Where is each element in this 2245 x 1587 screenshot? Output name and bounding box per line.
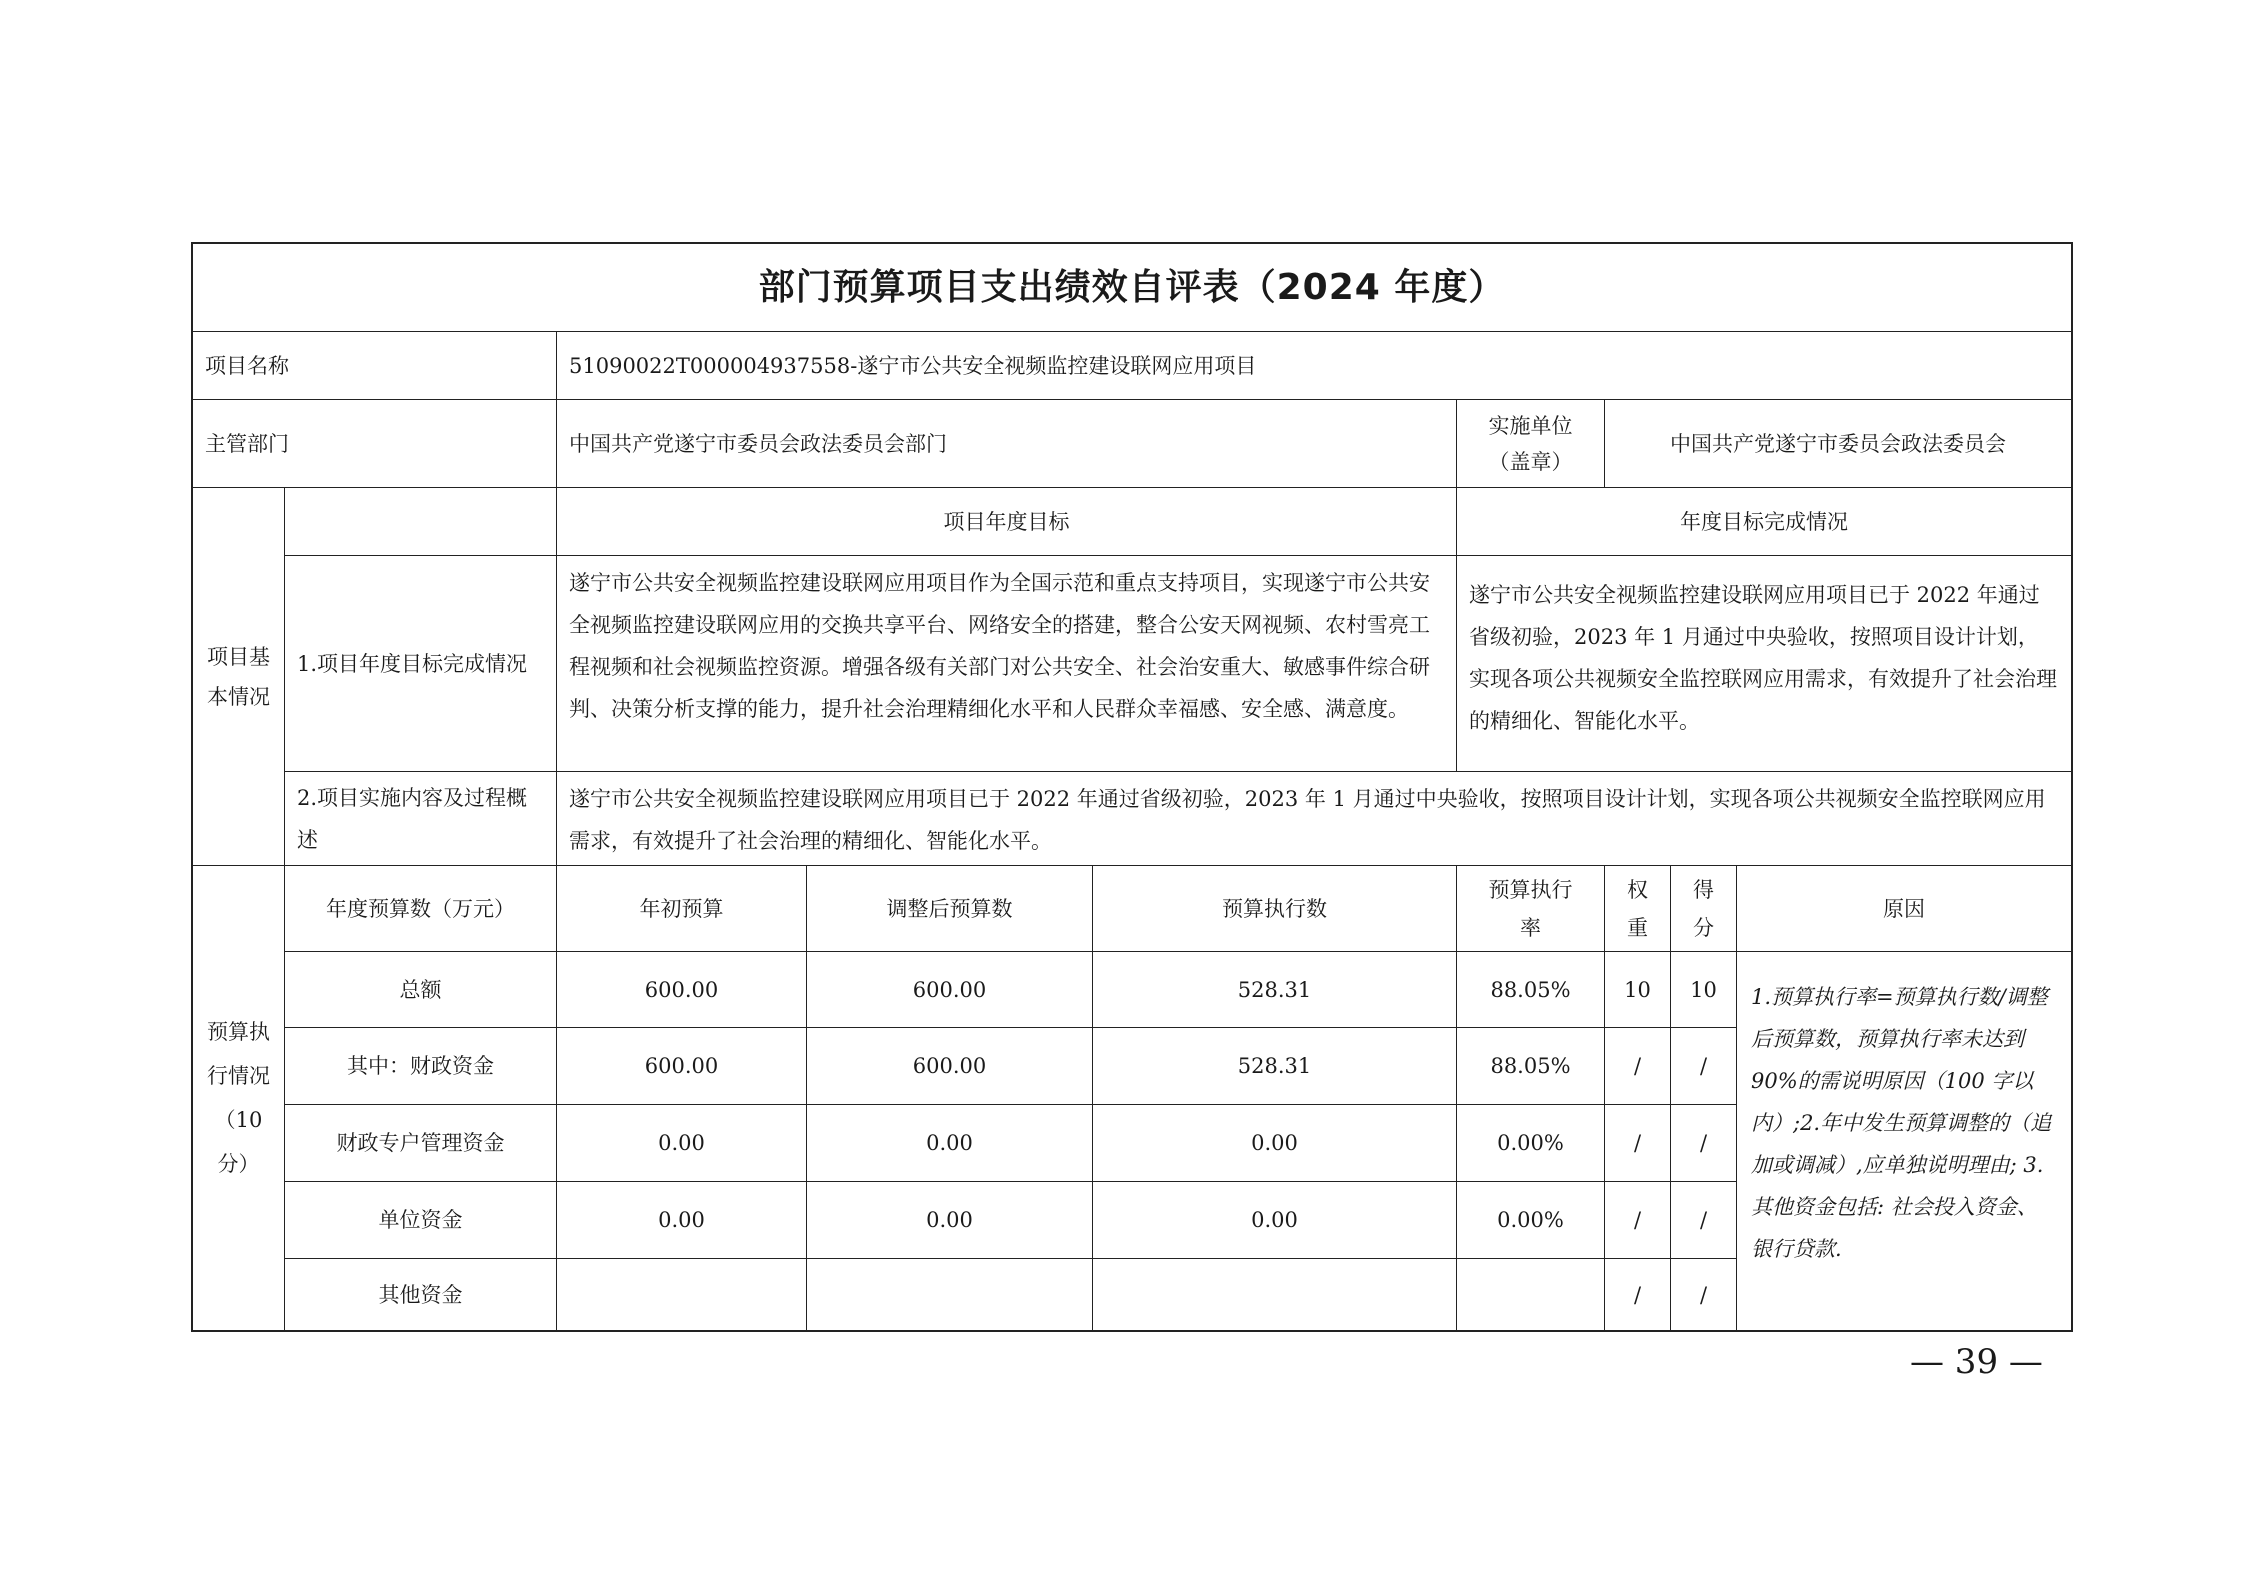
project-name-label: 项目名称 — [193, 332, 557, 400]
done-header: 年度目标完成情况 — [1457, 488, 2071, 556]
budget-row-score: / — [1671, 1182, 1737, 1259]
reason-note: 1.预算执行率=预算执行数/调整后预算数，预算执行率未达到90%的需说明原因（100 字以内）;2.年中发生预算调整的（追加或调减）,应单独说明理由; 3.其他资金包括: 社会投入资金、银行贷款. — [1751, 985, 2052, 1261]
budget-header-initial: 年初预算 — [557, 866, 807, 952]
item1-done-text: 遂宁市公共安全视频监控建设联网应用项目已于 2022 年通过省级初验，2023 年 1 月通过中央验收，按照项目设计计划，实现各项公共视频安全监控联网应用需求，有效提升了社会治理的精细化、智能化水平。 — [1457, 556, 2071, 772]
dept-value: 中国共产党遂宁市委员会政法委员会部门 — [557, 400, 1457, 488]
budget-header-annual: 年度预算数（万元） — [285, 866, 557, 952]
impl-unit-value: 中国共产党遂宁市委员会政法委员会 — [1605, 400, 2071, 488]
goal-header: 项目年度目标 — [557, 488, 1457, 556]
budget-row-weight: 10 — [1605, 952, 1671, 1028]
budget-row-adjusted: 600.00 — [807, 1028, 1093, 1105]
budget-header-adjusted: 调整后预算数 — [807, 866, 1093, 952]
budget-row-score: / — [1671, 1028, 1737, 1105]
budget-row-adjusted — [807, 1259, 1093, 1330]
budget-header-reason: 原因 — [1737, 866, 2071, 952]
table-title: 部门预算项目支出绩效自评表（2024 年度） — [193, 244, 2071, 332]
budget-row-score: / — [1671, 1259, 1737, 1330]
budget-row-label: 总额 — [285, 952, 557, 1028]
budget-row-initial: 0.00 — [557, 1182, 807, 1259]
item1-label: 1.项目年度目标完成情况 — [285, 556, 557, 772]
budget-row-weight: / — [1605, 1028, 1671, 1105]
impl-unit-label: 实施单位 （盖章） — [1457, 400, 1605, 488]
budget-row-weight: / — [1605, 1182, 1671, 1259]
item2-label: 2.项目实施内容及过程概述 — [285, 772, 557, 866]
budget-row-adjusted: 0.00 — [807, 1182, 1093, 1259]
budget-row-executed: 0.00 — [1093, 1182, 1457, 1259]
budget-row-adjusted: 600.00 — [807, 952, 1093, 1028]
page-number: — 39 — — [1910, 1342, 2043, 1382]
budget-row-executed: 528.31 — [1093, 1028, 1457, 1105]
budget-row-rate: 88.05% — [1457, 1028, 1605, 1105]
budget-row-initial — [557, 1259, 807, 1330]
budget-row-adjusted: 0.00 — [807, 1105, 1093, 1182]
basic-group-label: 项目基本情况 — [193, 488, 285, 866]
budget-group-label: 预算执行情况（10分） — [193, 866, 285, 1330]
project-name-value: 51090022T000004937558-遂宁市公共安全视频监控建设联网应用项目 — [557, 332, 2071, 400]
item2-text: 遂宁市公共安全视频监控建设联网应用项目已于 2022 年通过省级初验，2023 年 1 月通过中央验收，按照项目设计计划，实现各项公共视频安全监控联网应用需求，有效提升了社会治理的精细化、智能化水平。 — [557, 772, 2071, 866]
budget-row-executed: 0.00 — [1093, 1105, 1457, 1182]
budget-row-rate: 88.05% — [1457, 952, 1605, 1028]
budget-row-executed: 528.31 — [1093, 952, 1457, 1028]
budget-header-weight: 权重 — [1605, 866, 1671, 952]
dept-label: 主管部门 — [193, 400, 557, 488]
budget-row-initial: 600.00 — [557, 952, 807, 1028]
budget-row-label: 单位资金 — [285, 1182, 557, 1259]
budget-row-label: 其中：财政资金 — [285, 1028, 557, 1105]
budget-row-initial: 600.00 — [557, 1028, 807, 1105]
budget-row-score: 10 — [1671, 952, 1737, 1028]
budget-row-score: / — [1671, 1105, 1737, 1182]
basic-blank-header — [285, 488, 557, 556]
budget-header-executed: 预算执行数 — [1093, 866, 1457, 952]
budget-row-executed — [1093, 1259, 1457, 1330]
budget-row-label: 其他资金 — [285, 1259, 557, 1330]
budget-header-rate: 预算执行率 — [1457, 866, 1605, 952]
budget-row-rate: 0.00% — [1457, 1182, 1605, 1259]
budget-row-weight: / — [1605, 1105, 1671, 1182]
budget-row-initial: 0.00 — [557, 1105, 807, 1182]
item1-goal-text: 遂宁市公共安全视频监控建设联网应用项目作为全国示范和重点支持项目，实现遂宁市公共安全视频监控建设联网应用的交换共享平台、网络安全的搭建，整合公安天网视频、农村雪亮工程视频和社会视频监控资源。增强各级有关部门对公共安全、社会治安重大、敏感事件综合研判、决策分析支撑的能力，提升社会治理精细化水平和人民群众幸福感、安全感、满意度。 — [557, 556, 1457, 772]
budget-row-label: 财政专户管理资金 — [285, 1105, 557, 1182]
performance-table — [191, 242, 2073, 1332]
budget-row-rate — [1457, 1259, 1605, 1330]
budget-header-score: 得分 — [1671, 866, 1737, 952]
budget-row-rate: 0.00% — [1457, 1105, 1605, 1182]
budget-row-weight: / — [1605, 1259, 1671, 1330]
